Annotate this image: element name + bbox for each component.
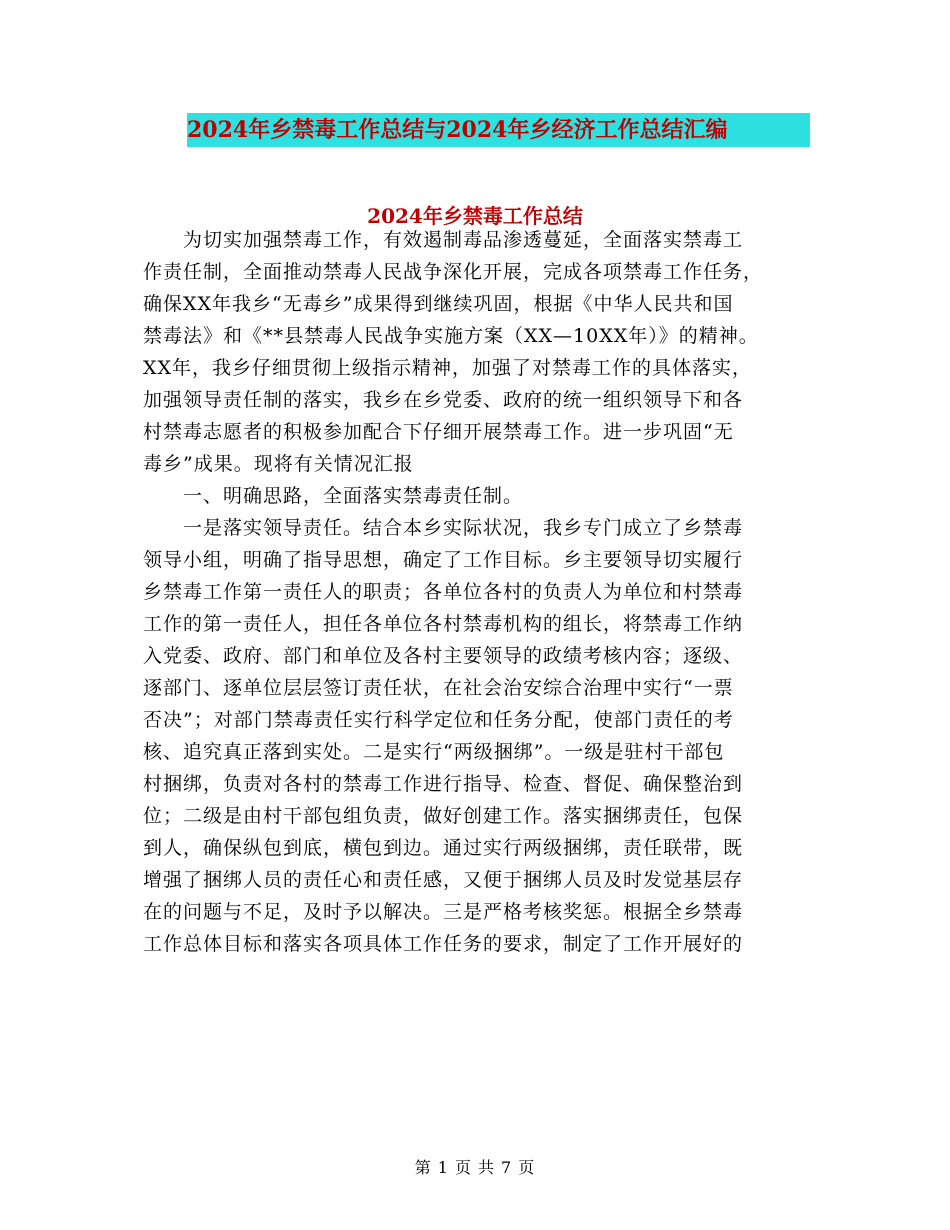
footer-page-number: 1 [437,1158,449,1177]
paragraph-line: 加强领导责任制的落实，我乡在乡党委、政府的统一组织领导下和各 [143,389,744,411]
paragraph-line: 在的问题与不足，及时予以解决。三是严格考核奖惩。根据全乡禁毒 [143,901,744,923]
paragraph-line: 逐部门、逐单位层层签订责任状，在社会治安综合治理中实行“一票 [143,677,734,699]
paragraph-line: 位；二级是由村干部包组负责，做好创建工作。落实捆绑责任，包保 [143,805,744,827]
paragraph-line: 乡禁毒工作第一责任人的职责；各单位各村的负责人为单位和村禁毒 [143,581,744,603]
paragraph-line: 否决”；对部门禁毒责任实行科学定位和任务分配，使部门责任的考 [143,709,734,731]
paragraph-line: 核、追究真正落到实处。二是实行“两级捆绑”。一级是驻村干部包 [143,741,725,763]
footer-total-unit: 页 [518,1158,536,1177]
paragraph-line: 为切实加强禁毒工作，有效遏制毒品渗透蔓延，全面落实禁毒工 [183,229,744,251]
paragraph-line: 确保XX年我乡“无毒乡”成果得到继续巩固，根据《中华人民共和国 [143,293,734,315]
paragraph-line: 入党委、政府、部门和单位及各村主要领导的政绩考核内容；逐级、 [143,645,744,667]
paragraph-line: 作责任制，全面推动禁毒人民战争深化开展，完成各项禁毒工作任务， [143,261,764,283]
paragraph-line: 村禁毒志愿者的积极参加配合下仔细开展禁毒工作。进一步巩固“无 [143,421,734,443]
page-footer [0,1155,950,1178]
section-heading: 一、明确思路，全面落实禁毒责任制。 [183,485,524,507]
paragraph-line: 禁毒法》和《**县禁毒人民战争实施方案（XX—10XX年）》的精神。 [143,325,759,347]
paragraph-line: 领导小组，明确了指导思想，确定了工作目标。乡主要领导切实履行 [143,549,744,571]
footer-total-number: 7 [501,1158,513,1177]
footer-page-label: 第 [414,1158,432,1177]
paragraph-line: 村捆绑，负责对各村的禁毒工作进行指导、检查、督促、确保整治到 [143,773,744,795]
paragraph-line: 增强了捆绑人员的责任心和责任感，又便于捆绑人员及时发觉基层存 [143,869,744,891]
paragraph-line: 工作的第一责任人，担任各单位各村禁毒机构的组长，将禁毒工作纳 [143,613,744,635]
paragraph-line: 毒乡”成果。现将有关情况汇报 [143,453,414,475]
paragraph-line: 工作总体目标和落实各项具体工作任务的要求，制定了工作开展好的 [143,933,744,955]
paragraph-line: 到人，确保纵包到底，横包到边。通过实行两级捆绑，责任联带，既 [143,837,744,859]
section-title: 2024年乡禁毒工作总结 [367,204,583,228]
document-title: 2024年乡禁毒工作总结与2024年乡经济工作总结汇编 [187,113,810,147]
footer-page-unit: 页 [454,1158,472,1177]
paragraph-line: 一是落实领导责任。结合本乡实际状况，我乡专门成立了乡禁毒 [183,517,744,539]
paragraph-line: XX年，我乡仔细贯彻上级指示精神，加强了对禁毒工作的具体落实， [143,357,753,379]
footer-total-label: 共 [478,1158,496,1177]
